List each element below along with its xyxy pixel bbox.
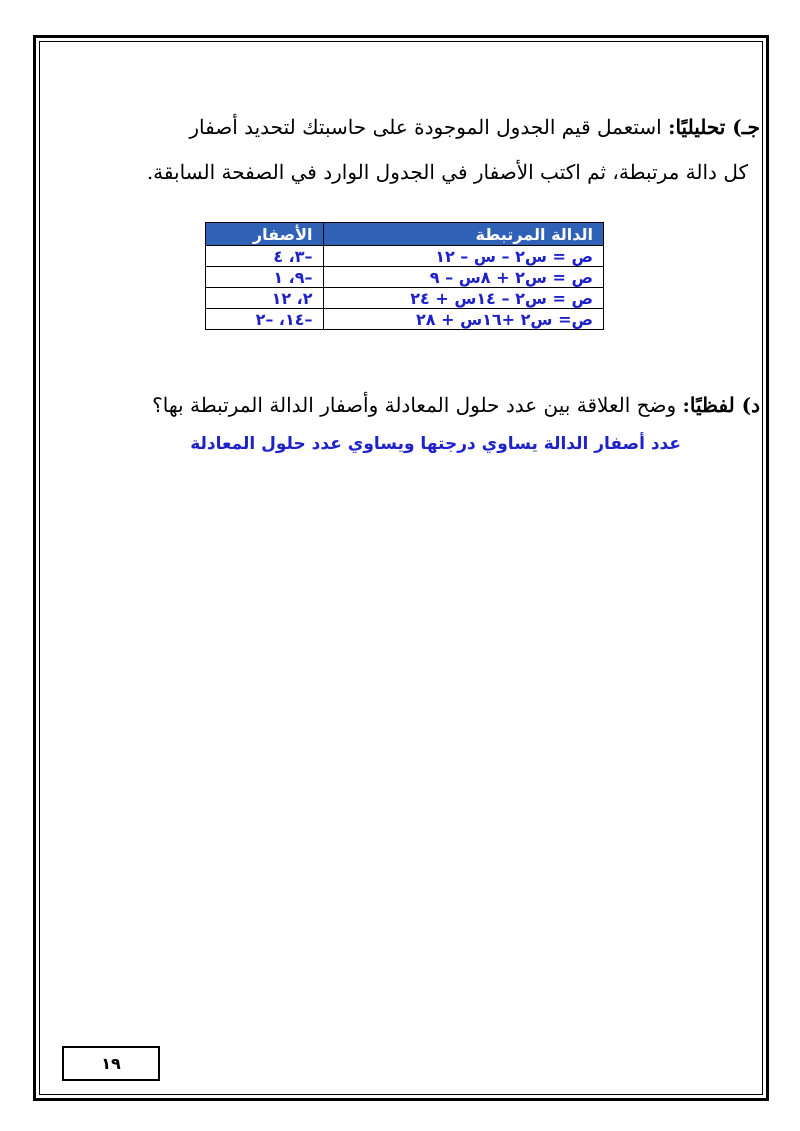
function-cell: ص = س٢ – س – ١٢ bbox=[323, 246, 603, 267]
table-row bbox=[206, 267, 604, 288]
table-row bbox=[206, 309, 604, 330]
zeros-cell: –٩، ١ bbox=[206, 267, 324, 288]
function-cell: ص = س٢ – ١٤س + ٢٤ bbox=[323, 288, 603, 309]
page-number: ١٩ bbox=[62, 1046, 160, 1081]
part-d-question: وضح العلاقة بين عدد حلول المعادلة وأصفار الدالة المرتبطة بها؟ bbox=[152, 393, 677, 417]
zeros-cell: –١٤، –٢ bbox=[206, 309, 324, 330]
part-c-label: جـ) تحليليًا: bbox=[668, 115, 760, 139]
table-row bbox=[206, 288, 604, 309]
part-c-line2: كل دالة مرتبطة، ثم اكتب الأصفار في الجدول الوارد في الصفحة السابقة. bbox=[146, 160, 748, 184]
header-related-function: الدالة المرتبطة bbox=[323, 223, 603, 246]
part-d-label: د) لفظيًا: bbox=[682, 393, 760, 417]
part-c-line1 bbox=[189, 115, 760, 139]
part-c-text-line1: استعمل قيم الجدول الموجودة على حاسبتك لتحديد أصفار bbox=[189, 115, 662, 139]
table-row bbox=[206, 246, 604, 267]
table-header-row bbox=[206, 223, 604, 246]
function-cell: ص= س٢ +١٦س + ٢٨ bbox=[323, 309, 603, 330]
page-border-inner bbox=[39, 41, 763, 1095]
zeros-cell: –٣، ٤ bbox=[206, 246, 324, 267]
part-d-line bbox=[152, 393, 760, 417]
header-zeros: الأصفار bbox=[206, 223, 324, 246]
function-cell: ص = س٢ + ٨س – ٩ bbox=[323, 267, 603, 288]
zeros-cell: ٢، ١٢ bbox=[206, 288, 324, 309]
zeros-table bbox=[205, 222, 604, 330]
part-d-answer: عدد أصفار الدالة يساوي درجتها ويساوي عدد حلول المعادلة bbox=[190, 434, 681, 454]
